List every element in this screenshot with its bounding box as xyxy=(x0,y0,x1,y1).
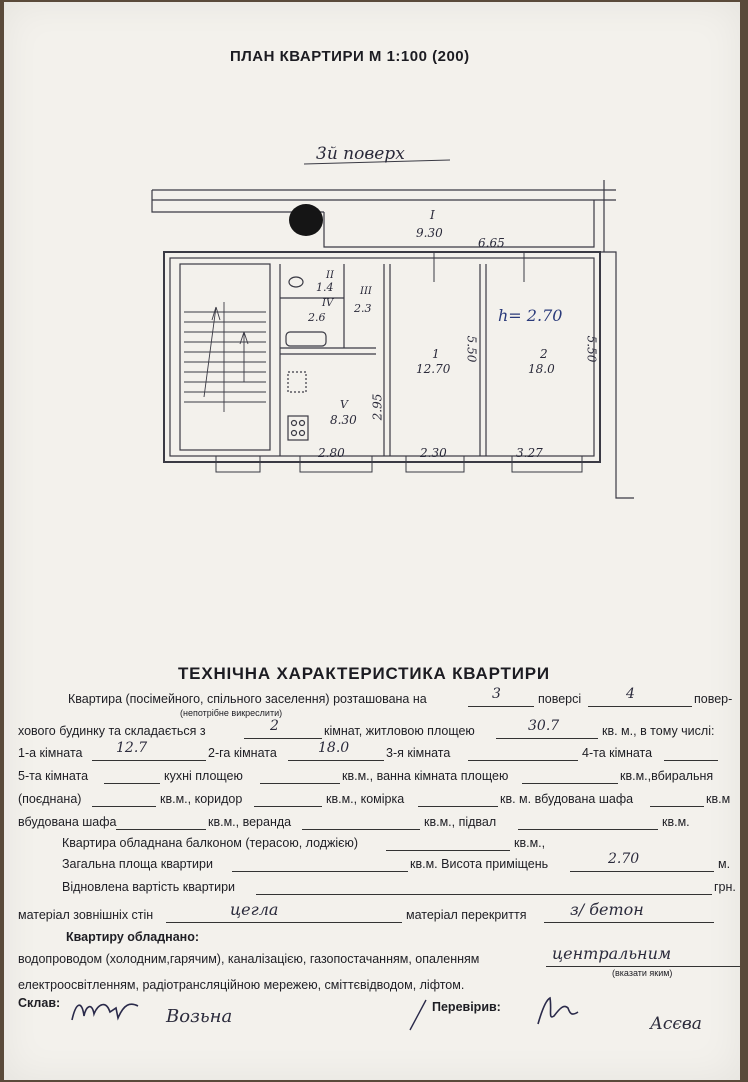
walls-label: матеріал зовнішніх стін xyxy=(18,908,154,922)
cost-unit: грн. xyxy=(714,880,736,894)
room-area-I: 9.30 xyxy=(416,226,443,240)
dimension-label: 5.50 xyxy=(464,335,479,363)
room-area-2: 18.0 xyxy=(528,362,555,376)
floors-total-value: 4 xyxy=(626,686,635,702)
room-area-III: 2.3 xyxy=(354,302,372,315)
kitchen-field xyxy=(260,769,340,784)
form-line-3b: 2-га кімната xyxy=(208,746,277,760)
room4-field xyxy=(664,746,718,761)
form-line-4b: кухні площею xyxy=(164,769,243,783)
heating-value: центральним xyxy=(552,944,672,963)
cost-field xyxy=(256,880,712,895)
form-line-5b: кв.м., коридор xyxy=(160,792,243,806)
heating-note: (вказати яким) xyxy=(612,968,673,978)
floor-field xyxy=(468,692,534,707)
room-area-IV: 2.6 xyxy=(308,311,326,324)
bathroom-field xyxy=(522,769,618,784)
form-line-3d: 4-та кімната xyxy=(582,746,653,760)
room1-value: 12.7 xyxy=(116,740,148,756)
dimension-label: 3.27 xyxy=(516,446,543,460)
document-sheet xyxy=(4,2,740,1080)
room2-value: 18.0 xyxy=(318,740,350,756)
room-area-V: 8.30 xyxy=(330,413,357,427)
rooms-count-field xyxy=(244,724,322,739)
utilities-line-2: електроосвітленням, радіотрансляційною мережею, сміттєвідводом, ліфтом. xyxy=(18,978,465,992)
room-id-II: II xyxy=(326,270,334,281)
walls-value: цегла xyxy=(230,900,279,919)
form-line-5e: кв.м xyxy=(706,792,731,806)
storage-field xyxy=(418,792,498,807)
form-line-3a: 1-а кімната xyxy=(18,746,83,760)
floor-label: 3й поверх xyxy=(316,144,405,164)
total-area-field xyxy=(232,857,408,872)
room1-field xyxy=(92,746,206,761)
living-area-value: 30.7 xyxy=(528,718,560,734)
checked-name: Асєва xyxy=(650,1014,702,1034)
form-line-4d: кв.м.,вбиральня xyxy=(620,769,714,783)
ceiling-value: з/ бетон xyxy=(570,900,644,919)
toilet-field xyxy=(92,792,156,807)
dimension-label: 2.30 xyxy=(420,446,447,460)
wardrobe2-field xyxy=(116,815,206,830)
signature-compiled-scribble xyxy=(68,994,144,1030)
ceiling-label: матеріал перекриття xyxy=(406,908,527,922)
checked-label: Перевірив: xyxy=(432,1000,501,1014)
room-id-III: III xyxy=(360,286,372,297)
dimension-label: 6.65 xyxy=(478,236,505,250)
rooms-count-value: 2 xyxy=(270,718,279,734)
room-area-1: 12.70 xyxy=(416,362,451,376)
total-area-label: Загальна площа квартири xyxy=(62,857,213,871)
room3-field xyxy=(468,746,578,761)
floors-total-field xyxy=(588,692,692,707)
strike-note: (непотрібне викреслити) xyxy=(180,708,283,718)
form-line-6b: кв.м., веранда xyxy=(208,815,292,829)
form-title: ТЕХНІЧНА ХАРАКТЕРИСТИКА КВАРТИРИ xyxy=(178,664,550,683)
form-line-3c: 3-я кімната xyxy=(386,746,451,760)
dimension-label: 2.95 xyxy=(370,393,385,421)
compiled-name: Возьна xyxy=(166,1006,233,1027)
room-id-IV: IV xyxy=(322,298,334,309)
wardrobe-field xyxy=(650,792,704,807)
equipped-heading: Квартиру обладнано: xyxy=(66,930,199,944)
height-note: h= 2.70 xyxy=(498,306,563,325)
room-id-I: I xyxy=(430,208,435,222)
form-line-4a: 5-та кімната xyxy=(18,769,89,783)
room5-field xyxy=(104,769,160,784)
veranda-field xyxy=(302,815,420,830)
form-line-2c: кв. м., в тому числі: xyxy=(602,724,715,738)
plan-title: ПЛАН КВАРТИРИ М 1:100 (200) xyxy=(230,48,470,65)
signature-checked-scribble xyxy=(532,990,582,1030)
room-id-2: 2 xyxy=(540,347,548,361)
ink-blot xyxy=(289,204,323,236)
compiled-label: Склав: xyxy=(18,996,61,1010)
height-field xyxy=(570,857,714,872)
corridor-field xyxy=(254,792,322,807)
room-id-1: 1 xyxy=(432,347,440,361)
floor-value: 3 xyxy=(492,686,501,702)
form-line-1c: повер- xyxy=(694,692,733,706)
basement-field xyxy=(518,815,658,830)
form-line-6d: кв.м. xyxy=(662,815,690,829)
balcony-field xyxy=(386,836,510,851)
form-line-6a: вбудована шафа xyxy=(18,815,117,829)
balcony-unit: кв.м., xyxy=(514,836,546,850)
height-label: кв.м. Висота приміщень xyxy=(410,857,549,871)
dimension-label: 5.50 xyxy=(584,335,599,363)
form-line-4c: кв.м., ванна кімната площею xyxy=(342,769,509,783)
form-line-5a: (поєднана) xyxy=(18,792,82,806)
cost-label: Відновлена вартість квартири xyxy=(62,880,236,894)
room-id-V: V xyxy=(340,398,348,411)
floor-plan-drawing xyxy=(4,2,740,522)
form-line-1a: Квартира (посімейного, спільного заселення) розташована на xyxy=(68,692,427,706)
form-line-1b: поверсі xyxy=(538,692,582,706)
form-line-5c: кв.м., комірка xyxy=(326,792,405,806)
height-value: 2.70 xyxy=(608,851,640,867)
dimension-label: 2.80 xyxy=(318,446,345,460)
balcony-label: Квартира обладнана балконом (терасою, лоджією) xyxy=(62,836,359,850)
walls-field xyxy=(166,908,402,923)
height-unit: м. xyxy=(718,857,731,871)
form-line-2a: хового будинку та складається з xyxy=(18,724,206,738)
form-line-5d: кв. м. вбудована шафа xyxy=(500,792,634,806)
form-line-6c: кв.м., підвал xyxy=(424,815,497,829)
utilities-line-1: водопроводом (холодним,гарячим), каналізацією, газопостачанням, опаленням xyxy=(18,952,480,966)
room-area-II: 1.4 xyxy=(316,281,334,294)
form-line-2b: кімнат, житловою площею xyxy=(324,724,475,738)
